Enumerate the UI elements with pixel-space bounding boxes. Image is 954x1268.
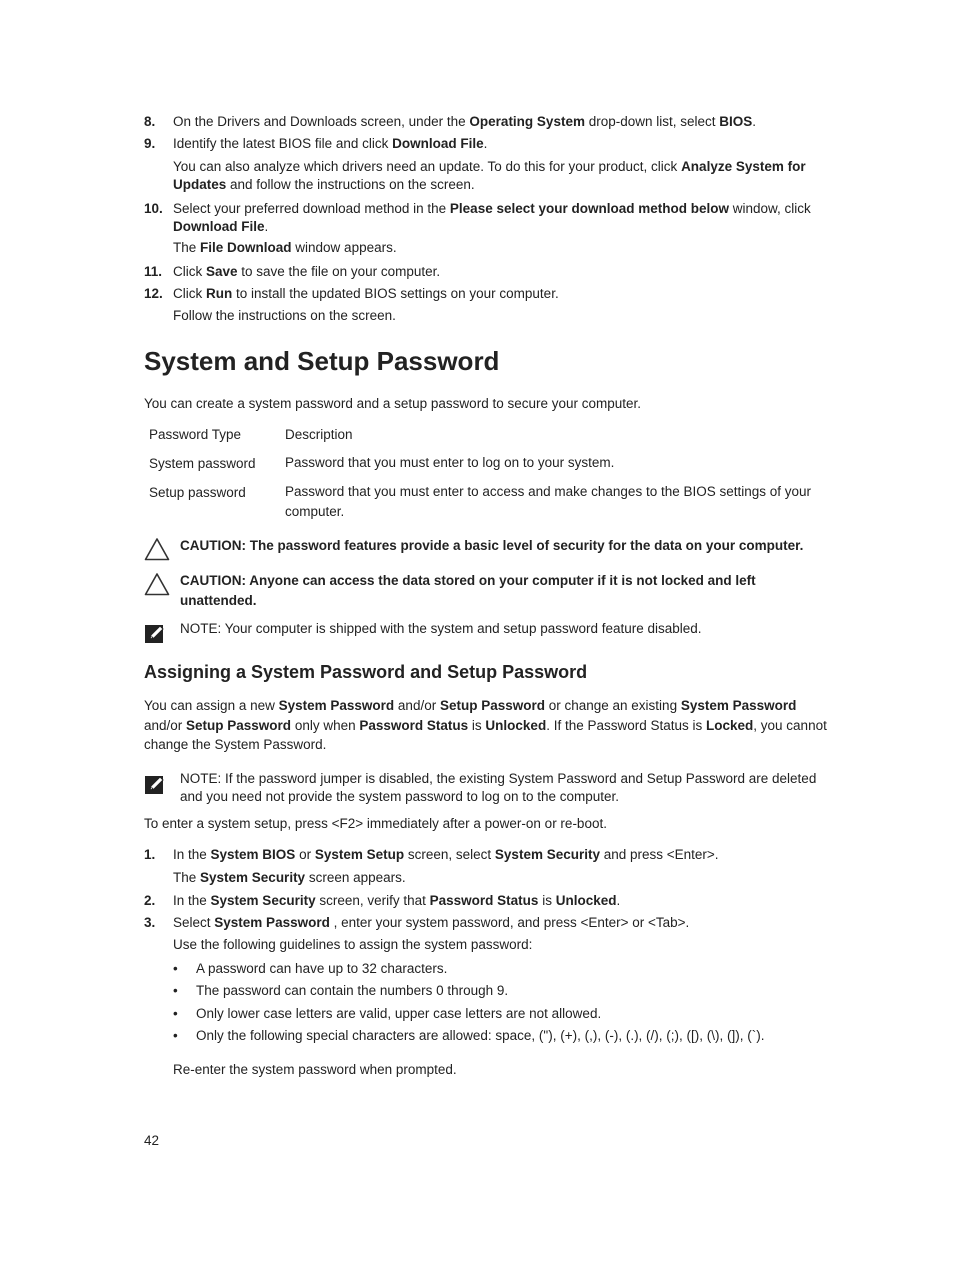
bold-term: Save [206, 264, 238, 279]
warning-triangle-icon [144, 537, 170, 561]
step-9-detail: You can also analyze which drivers need an update. To do this for your product, click Analyze System for Updates and follow the instructions on the screen. [173, 159, 806, 192]
step-1-text: In the System BIOS or System Setup screen, select System Security and press <Enter>. [173, 847, 719, 862]
bold-term: Password Status [359, 717, 469, 733]
table-header-description: Description [285, 427, 353, 442]
page-number: 42 [144, 1133, 160, 1148]
table-cell-type: Setup password [149, 485, 246, 500]
note-text: If the password jumper is disabled, the existing System Password and Setup Password are deleted and you need not provide the system password to log on to the computer. [180, 771, 817, 804]
step-3-detail: Use the following guidelines to assign the system password: [173, 937, 533, 952]
bold-term: System Security [200, 870, 306, 885]
step-11-text: Click Save to save the file on your computer. [173, 264, 441, 279]
table-cell-description: Password that you must enter to log on to your system. [285, 455, 615, 470]
reenter-text: Re-enter the system password when prompted. [173, 1062, 457, 1077]
table-header-type: Password Type [149, 427, 242, 442]
note-label: NOTE: [180, 771, 222, 786]
bullet-icon: • [173, 983, 178, 998]
bold-term: Operating System [469, 114, 585, 129]
bold-term: System Password [680, 698, 797, 713]
note-text: Your computer is shipped with the system and setup password feature disabled. [221, 621, 702, 636]
table-cell-type: System password [149, 456, 256, 471]
bold-term: System Setup [314, 847, 405, 862]
bold-term: Download File [392, 136, 484, 151]
bullet-icon: • [173, 1006, 178, 1021]
note-label: NOTE: [180, 621, 222, 636]
step-12-text: Click Run to install the updated BIOS settings on your computer. [173, 286, 559, 301]
step-2-text: In the System Security screen, verify that Password Status is Unlocked. [173, 893, 621, 908]
step-10-detail: The File Download window appears. [173, 240, 397, 255]
bullet-icon: • [173, 1028, 178, 1043]
step-12-detail: Follow the instructions on the screen. [173, 308, 396, 323]
step-10-text: Select your preferred download method in the Please select your download method below window, click Download File. [173, 201, 811, 234]
bold-term: Download File [173, 219, 265, 234]
bold-term: Run [206, 286, 233, 301]
enter-setup-text: To enter a system setup, press <F2> immediately after a power-on or re-boot. [144, 816, 607, 831]
bold-term: Setup Password [186, 717, 292, 733]
bold-term: BIOS [719, 114, 753, 129]
bold-term: System BIOS [210, 847, 296, 862]
bold-term: Password Status [429, 893, 539, 908]
bullet-icon: • [173, 961, 178, 976]
section-title: System and Setup Password [144, 346, 500, 376]
table-cell-description: Password that you must enter to access and make changes to the BIOS settings of your computer. [285, 484, 812, 519]
pencil-note-icon [144, 622, 166, 644]
bold-term: Unlocked [555, 893, 617, 908]
subsection-title: Assigning a System Password and Setup Password [144, 662, 588, 682]
section-intro: You can create a system password and a setup password to secure your computer. [144, 396, 642, 411]
step-9-text: Identify the latest BIOS file and click Download File. [173, 136, 488, 151]
bold-term: Analyze System for Updates [173, 159, 806, 192]
warning-triangle-icon [144, 572, 170, 596]
bold-term: System Password [278, 698, 395, 713]
step-1-detail: The System Security screen appears. [173, 870, 406, 885]
document-page: 8. On the Drivers and Downloads screen, under the Operating System drop-down list, select BIOS. 9. Identify the latest BIOS file and click Download File. You can also analyze which drivers need an update. To do this for your product, click Analyze System for Updates and follow the instructions on the screen. 10. Select your preferred download method in the Please select your download method below window, click Download File. The File Download window appears. 11. Click Save to save the file on your computer. 12. Click Run to install the updated BIOS settings on your computer. Follow the instructions on the screen. System and Setup Password You can create a system password and a setup password to secure your computer. Password Type Description System password Password that you must enter to log on to your system. Setup password Password that you must enter to access and make changes to the BIOS settings of your computer. CAUTION: The password features provide a basic level of security for the data on your computer. CAUTION: Anyone can access the data stored on your computer if it is not locked and left unattended. NOTE: Your computer is shipped with the system and setup password feature disabled. Assigning a System Password and Setup Password You can assign a new System Password and/or Setup Password or change an existing System Password and/or Setup Password only when Password Status is Unlocked. If the Password Status is Locked, you cannot change the System Password. NOTE: If the password jumper is disabled, the existing System Password and Setup Password are deleted and you need not provide the system password to log on to the computer. To enter a system setup, press <F2> immediately after a power-on or re-boot. 1. In the System BIOS or System Setup screen, select System Security and press <Enter>. The System Security screen appears. 2. In the System Security screen, verify that Password Status is Unlocked. 3. Select System Password , enter your system password, and press <Enter> or <Tab>. Use the following guidelines to assign the system password: • A password can have up to 32 characters. • The password can contain the numbers 0 through 9. • Only lower case letters are valid, upper case letters are not allowed. • Only the following special characters are allowed: space, ("), (+), (,), (-), (.), (/), (;), ([), (\), (]), (`). Re-enter the system password when prompted. 42 [0, 0, 954, 1268]
step-3-text: Select System Password , enter your system password, and press <Enter> or <Tab>. [173, 915, 690, 930]
bold-term: Locked [706, 717, 754, 733]
bold-term: Unlocked [485, 717, 547, 733]
bold-term: File Download [200, 240, 292, 255]
bold-term: System Password [214, 915, 330, 930]
bold-term: System Security [210, 893, 316, 908]
bold-term: Setup Password [439, 698, 545, 713]
assign-paragraph: You can assign a new System Password and/or Setup Password or change an existing System Password and/or Setup Password only when Password Status is Unlocked. If the Password Status is Locked, you cannot change the System Password. [144, 698, 827, 752]
step-8-text: On the Drivers and Downloads screen, under the Operating System drop-down list, select BIOS. [173, 114, 757, 129]
pencil-note-icon [144, 773, 166, 795]
bold-term: System Security [494, 847, 600, 862]
bold-term: Please select your download method below [449, 201, 729, 216]
